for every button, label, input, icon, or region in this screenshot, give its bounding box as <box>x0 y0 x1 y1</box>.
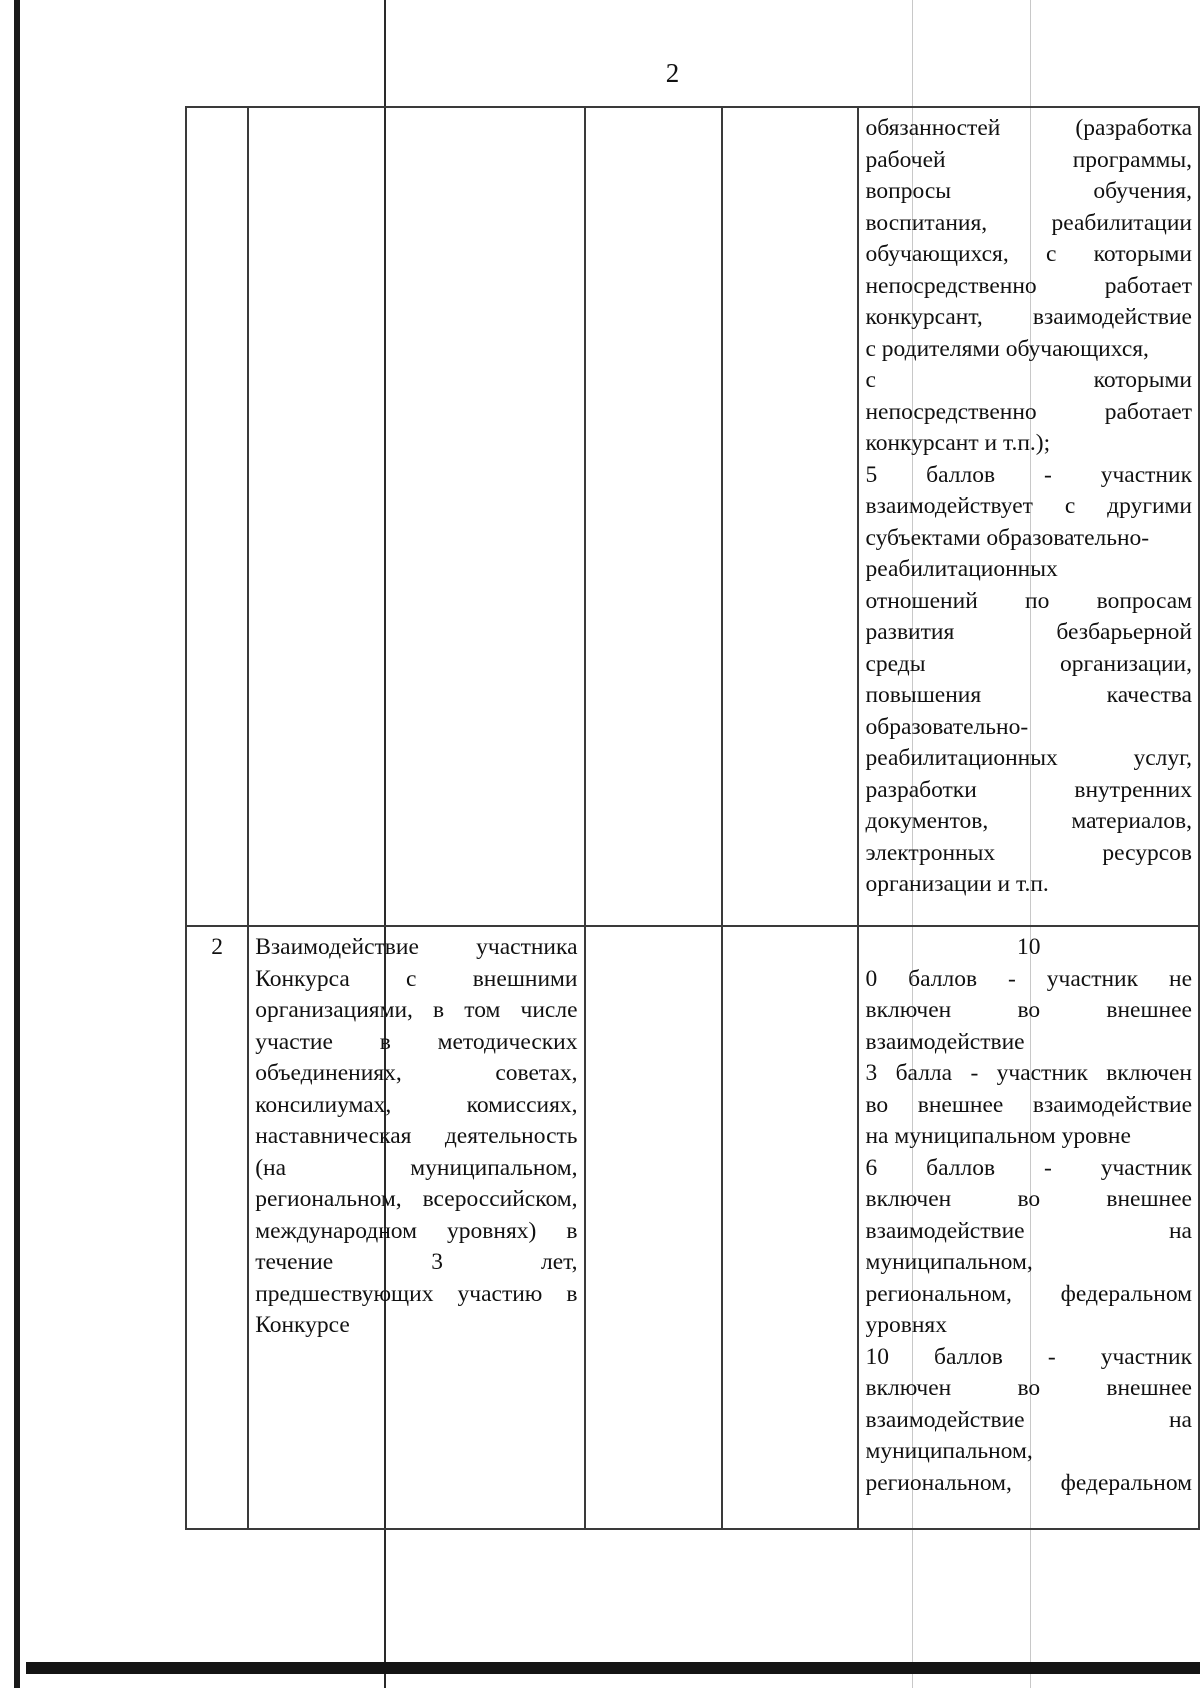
score-line: среды организации, <box>865 650 1192 677</box>
score-line: взаимодействие на <box>865 1217 1192 1244</box>
score-line: муниципальном, <box>865 1438 1033 1464</box>
scan-edge-left <box>14 0 20 1688</box>
criterion-line: наставническая деятельность <box>255 1123 578 1149</box>
page-number: 2 <box>665 58 680 88</box>
score-line: непосредственно работает <box>865 398 1192 425</box>
scan-edge-bottom <box>26 1662 1200 1674</box>
criterion-line: течение 3 лет, <box>255 1249 578 1275</box>
score-line: вопросы обучения, <box>865 178 1192 204</box>
criterion-line: Конкурса с внешними <box>255 965 578 992</box>
score-line: конкурсант, взаимодействие <box>865 304 1192 330</box>
criterion-line: консилиумах, комиссиях, <box>255 1091 578 1118</box>
score-line: взаимодействует с другими <box>865 493 1192 519</box>
row-number-cell <box>186 926 248 1529</box>
score-line: субъектами образовательно- <box>865 524 1150 551</box>
score-line: конкурсант и т.п.); <box>865 430 1051 456</box>
criterion-line: региональном, всероссийском, <box>255 1186 578 1212</box>
score-line: на муниципальном уровне <box>865 1123 1131 1149</box>
score-line: обязанностей (разработка <box>865 115 1192 141</box>
score-line: отношений по вопросам <box>865 587 1192 614</box>
score-line: 5 баллов - участник <box>865 461 1192 488</box>
criterion-line: международном уровнях) в <box>255 1217 578 1244</box>
criterion-line: (на муниципальном, <box>255 1154 578 1181</box>
score-line: с родителями обучающихся, <box>865 335 1149 362</box>
score-line: разработки внутренних <box>865 776 1192 803</box>
score-max: 10 <box>1016 934 1041 960</box>
criterion-line: Взаимодействие участника <box>255 934 578 960</box>
empty-cell-4 <box>722 926 859 1529</box>
score-line: развития безбарьерной <box>865 619 1192 645</box>
score-line: образовательно- <box>865 713 1029 740</box>
criterion-line: объединениях, советах, <box>255 1060 578 1086</box>
empty-cell-3 <box>585 107 722 926</box>
table-row <box>186 107 1199 926</box>
empty-cell-4 <box>722 107 859 926</box>
score-line: муниципальном, <box>865 1249 1033 1275</box>
score-line: повышения качества <box>865 682 1192 708</box>
criterion-cell <box>248 926 584 1529</box>
score-line: взаимодействие <box>865 1028 1025 1055</box>
score-line: во внешнее взаимодействие <box>865 1091 1192 1118</box>
criteria-table <box>185 106 1200 1530</box>
score-line: воспитания, реабилитации <box>865 209 1192 236</box>
empty-cell-3 <box>585 926 722 1529</box>
score-line: 0 баллов - участник не <box>865 965 1192 992</box>
score-line: рабочей программы, <box>865 146 1192 173</box>
score-line: документов, материалов, <box>865 808 1192 834</box>
score-cell <box>858 107 1199 926</box>
score-line: уровнях <box>865 1312 947 1338</box>
score-line: обучающихся, с которыми <box>865 241 1192 267</box>
score-cell <box>858 926 1199 1529</box>
score-line: региональном, федеральном <box>865 1469 1192 1496</box>
row-number: 2 <box>211 934 223 960</box>
score-line: непосредственно работает <box>865 272 1192 299</box>
score-line: 3 балла - участник включен <box>865 1060 1192 1086</box>
criterion-line: организациями, в том числе <box>255 997 578 1023</box>
score-line: электронных ресурсов <box>865 839 1192 866</box>
score-line: организации и т.п. <box>865 871 1049 897</box>
criterion-line: Конкурсе <box>255 1312 350 1338</box>
score-line: взаимодействие на <box>865 1406 1192 1433</box>
criterion-line: предшествующих участию в <box>255 1280 578 1307</box>
score-line: реабилитационных <box>865 556 1058 582</box>
score-line: с которыми <box>865 367 1192 393</box>
score-line: включен во внешнее <box>865 1375 1192 1401</box>
score-line: 6 баллов - участник <box>865 1154 1192 1181</box>
row-number-cell <box>186 107 248 926</box>
score-line: региональном, федеральном <box>865 1280 1192 1307</box>
score-line: включен во внешнее <box>865 1186 1192 1212</box>
criterion-line: участие в методических <box>255 1028 578 1055</box>
score-line: 10 баллов - участник <box>865 1343 1192 1370</box>
table-row <box>186 926 1199 1529</box>
score-line: реабилитационных услуг, <box>865 745 1192 771</box>
score-line: включен во внешнее <box>865 997 1192 1023</box>
criterion-cell <box>248 107 584 926</box>
